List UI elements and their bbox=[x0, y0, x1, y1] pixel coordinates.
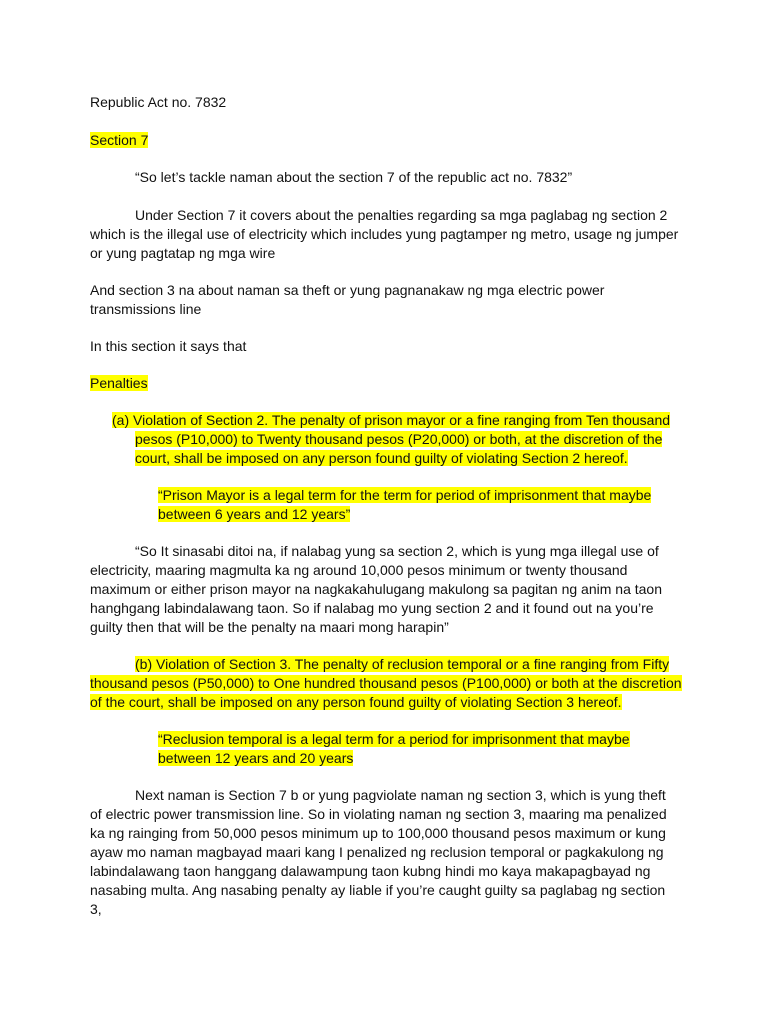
prison-mayor-definition-text: “Prison Mayor is a legal term for the term for period of imprisonment that maybe between 6 years and 12 years” bbox=[158, 487, 652, 522]
prison-mayor-definition bbox=[158, 486, 668, 524]
penalty-item-a-text: Violation of Section 2. The penalty of prison mayor or a fine ranging from Ten thousand pesos (P10,000) to Twenty thousand pesos (P20,000) or both, at the discretion of the court, shall be imposed on any person found guilty of violating Section 2 hereof. bbox=[133, 412, 671, 466]
document-title: Republic Act no. 7832 bbox=[90, 94, 227, 110]
section-heading bbox=[90, 131, 690, 150]
paragraph-says: In this section it says that bbox=[90, 338, 247, 354]
explanation-section-2: “So It sinasabi ditoi na, if nalabag yung sa section 2, which is yung mga illegal use of electricity, maaring magmulta ka ng around 10,000 pesos minimum or twenty thousand maximum or either prison mayor na nagkakahulugang makulong sa pagitan ng anim na taon hanghgang labindalawang taon. So if nalabag mo yung section 2 and it found out na you’re guilty then that will be the penalty na maari mong harapin” bbox=[90, 543, 663, 635]
reclusion-temporal-definition-text: “Reclusion temporal is a legal term for a period for imprisonment that maybe between 12 years and 20 years bbox=[158, 731, 630, 766]
penalties-heading bbox=[90, 374, 690, 393]
paragraph-section-2: Under Section 7 it covers about the penalties regarding sa mga paglabag ng section 2 which is the illegal use of electricity which includes yung pagtamper ng metro, usage ng jumper or yung pagtatap ng mga wire bbox=[90, 207, 679, 261]
section-heading-text: Section 7 bbox=[90, 132, 149, 148]
penalty-item-a-marker: (a) bbox=[112, 412, 130, 428]
penalty-item-b bbox=[90, 655, 682, 712]
penalties-heading-text: Penalties bbox=[90, 375, 148, 391]
penalty-item-a bbox=[90, 411, 690, 468]
paragraph-section-3: And section 3 na about naman sa theft or yung pagnanakaw ng mga electric power transmissions line bbox=[90, 282, 605, 317]
reclusion-temporal-definition bbox=[158, 730, 648, 768]
intro-quote: “So let’s tackle naman about the section 7 of the republic act no. 7832” bbox=[135, 169, 573, 185]
explanation-section-3: Next naman is Section 7 b or yung pagviolate naman ng section 3, which is yung theft of electric power transmission line. So in violating naman ng section 3, maaring ma penalized ka ng rainging from 50,000 pesos minimum up to 100,000 thousand pesos maximum or kung ayaw mo naman magbayad maari kang I penalized ng reclusion temporal or pagkakulong ng labindalawang taon hanggang dalawampung taon kubng hindi mo kaya makapagbayad ng nasabing multa. Ang nasabing penalty ay liable if you’re caught guilty sa paglabag ng section 3, bbox=[90, 787, 667, 917]
penalty-item-b-text: (b) Violation of Section 3. The penalty of reclusion temporal or a fine ranging from Fifty thousand pesos (P50,000) to One hundred thousand pesos (P100,000) or both at the discretion of the court, shall be imposed on any person found guilty of violating Section 3 hereof. bbox=[90, 656, 682, 710]
